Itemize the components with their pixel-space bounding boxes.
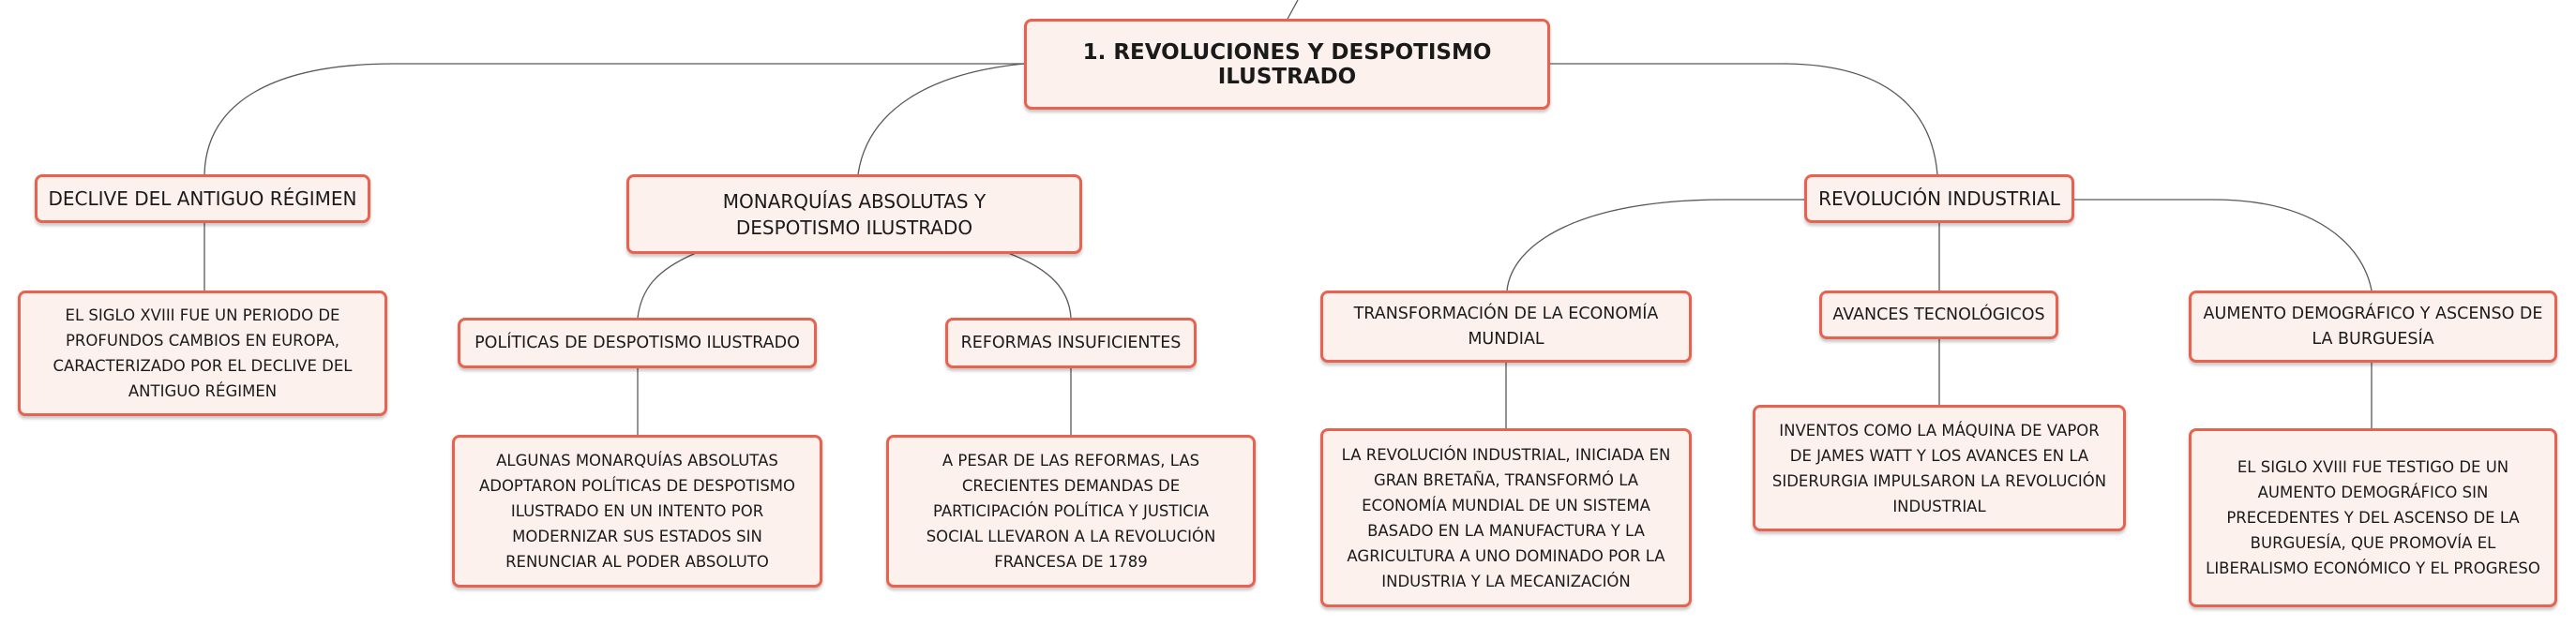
detail-text: EL SIGLO XVIII FUE UN PERIODO DE PROFUNDOS CAMBIOS EN EUROPA, CARACTERIZADO POR EL DECLIVE DEL ANTIGUO RÉGIMEN [53, 306, 353, 400]
connector-root-parent [1287, 0, 1298, 21]
connector-ri-aumento [2074, 200, 2372, 291]
detail-aumento-demografico[interactable] [2189, 428, 2557, 607]
connector-monarquias-politicas [638, 253, 696, 318]
connector-root-monarquias [858, 64, 1024, 174]
topic-label: MONARQUÍAS ABSOLUTAS Y DESPOTISMO ILUSTRADO [722, 189, 987, 239]
topic-monarquias-absolutas[interactable] [626, 174, 1082, 254]
subtopic-transformacion-economia[interactable] [1320, 291, 1692, 363]
detail-text: INVENTOS COMO LA MÁQUINA DE VAPOR DE JAMES WATT Y LOS AVANCES EN LA SIDERURGIA IMPULSARON LA REVOLUCIÓN INDUSTRIAL [1771, 421, 2107, 515]
root-topic-label: 1. REVOLUCIONES Y DESPOTISMO ILUSTRADO [1082, 39, 1492, 89]
detail-text: A PESAR DE LAS REFORMAS, LAS CRECIENTES DEMANDAS DE PARTICIPACIÓN POLÍTICA Y JUSTICIA SOCIAL LLEVARON A LA REVOLUCIÓN FRANCESA DE 1789 [926, 452, 1216, 571]
subtopic-label: POLÍTICAS DE DESPOTISMO ILUSTRADO [475, 333, 800, 352]
subtopic-label: TRANSFORMACIÓN DE LA ECONOMÍA MUNDIAL [1353, 304, 1659, 349]
detail-text: ALGUNAS MONARQUÍAS ABSOLUTAS ADOPTARON POLÍTICAS DE DESPOTISMO ILUSTRADO EN UN INTENTO POR MODERNIZAR SUS ESTADOS SIN RENUNCIAR AL PODER ABSOLUTO [478, 452, 796, 571]
detail-text: LA REVOLUCIÓN INDUSTRIAL, INICIADA EN GRAN BRETAÑA, TRANSFORMÓ LA ECONOMÍA MUNDIAL DE UN SISTEMA BASADO EN LA MANUFACTURA Y LA AGRICULTURA A UNO DOMINADO POR LA INDUSTRIA Y LA MECANIZACIÓN [1341, 445, 1671, 590]
connector-root-antiguo-regimen [204, 64, 1024, 174]
subtopic-label: AVANCES TECNOLÓGICOS [1832, 305, 2045, 324]
connector-monarquias-reformas [1008, 253, 1071, 318]
subtopic-label: REFORMAS INSUFICIENTES [960, 333, 1182, 352]
subtopic-aumento-demografico[interactable] [2189, 291, 2557, 363]
subtopic-politicas-despotismo[interactable] [458, 318, 817, 368]
detail-transformacion-economia[interactable] [1320, 428, 1692, 607]
detail-politicas-despotismo[interactable] [452, 435, 822, 588]
subtopic-reformas-insuficientes[interactable] [945, 318, 1197, 368]
connector-ri-transformacion [1507, 200, 1804, 291]
detail-declive-antiguo-regimen[interactable] [18, 291, 387, 416]
subtopic-avances-tecnologicos[interactable] [1819, 291, 2058, 339]
topic-revolucion-industrial[interactable] [1804, 174, 2074, 223]
topic-declive-antiguo-regimen[interactable] [35, 174, 370, 223]
topic-label: REVOLUCIÓN INDUSTRIAL [1818, 187, 2060, 210]
detail-avances-tecnologicos[interactable] [1753, 405, 2126, 531]
root-topic[interactable] [1024, 19, 1550, 110]
detail-text: EL SIGLO XVIII FUE TESTIGO DE UN AUMENTO DEMOGRÁFICO SIN PRECEDENTES Y DEL ASCENSO DE LA BURGUESÍA, QUE PROMOVÍA EL LIBERALISMO ECONÓMICO Y EL PROGRESO [2206, 458, 2540, 577]
topic-label: DECLIVE DEL ANTIGUO RÉGIMEN [48, 187, 357, 210]
connector-root-revolucion-industrial [1550, 64, 1937, 174]
detail-reformas-insuficientes[interactable] [886, 435, 1256, 588]
subtopic-label: AUMENTO DEMOGRÁFICO Y ASCENSO DE LA BURGUESÍA [2203, 304, 2543, 349]
